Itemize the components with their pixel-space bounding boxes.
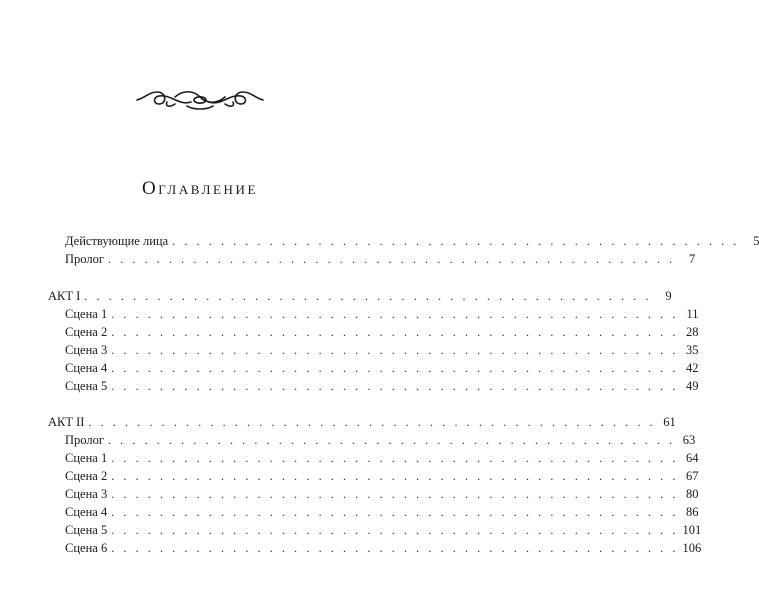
toc-entry-label: Сцена 4 [65,361,108,375]
toc-entry-prologue[interactable] [65,250,696,268]
toc-entry-label: Пролог [65,252,104,266]
toc-entry-label: АКТ II [48,415,85,429]
dot-leader: . . . . . . . . . . . . . . . . . . . . . . . . . . . . . . . . . . . . . . . . . . . . . . . [111,523,679,537]
toc-entry-label: Сцена 6 [65,541,108,555]
toc-entry-label: Сцена 5 [65,523,108,537]
toc-page-number: 67 [686,469,699,483]
toc-page-number: 49 [686,379,699,393]
dot-leader: . . . . . . . . . . . . . . . . . . . . . . . . . . . . . . . . . . . . . . . . . . . . . . . [172,234,740,248]
dot-leader: . . . . . . . . . . . . . . . . . . . . . . . . . . . . . . . . . . . . . . . . . . . . . . . [84,289,652,303]
dot-leader: . . . . . . . . . . . . . . . . . . . . . . . . . . . . . . . . . . . . . . . . . . . . . . . [111,469,679,483]
toc-page-number: 64 [686,451,699,465]
dot-leader: . . . . . . . . . . . . . . . . . . . . . . . . . . . . . . . . . . . . . . . . . . . . . . . [111,505,679,519]
dot-leader: . . . . . . . . . . . . . . . . . . . . . . . . . . . . . . . . . . . . . . . . . . . . . . . [111,361,679,375]
toc-entry-label: Сцена 3 [65,343,108,357]
toc-page-number: 80 [686,487,699,501]
toc-entry-act-2-scene-5[interactable] [65,521,702,539]
toc-page-number: 5 [753,234,759,248]
flourish-ornament-icon [135,78,265,118]
toc-entry-label: Сцена 1 [65,307,108,321]
toc-page-number: 86 [686,505,699,519]
toc-entry-label: Сцена 2 [65,325,108,339]
dot-leader: . . . . . . . . . . . . . . . . . . . . . . . . . . . . . . . . . . . . . . . . . . . . . . . [111,325,679,339]
toc-entry-label: АКТ I [48,289,81,303]
toc-page-number: 42 [686,361,699,375]
toc-entry-label: Пролог [65,433,104,447]
toc-entry-act-1-scene-2[interactable] [65,323,699,341]
toc-entry-act-2-scene-3[interactable] [65,485,699,503]
dot-leader: . . . . . . . . . . . . . . . . . . . . . . . . . . . . . . . . . . . . . . . . . . . . . . . [111,541,679,555]
toc-entry-label: Сцена 4 [65,505,108,519]
toc-page-number: 9 [665,289,672,303]
toc-page-number: 35 [686,343,699,357]
toc-entry-act-2-scene-4[interactable] [65,503,699,521]
dot-leader: . . . . . . . . . . . . . . . . . . . . . . . . . . . . . . . . . . . . . . . . . . . . . . . [111,487,679,501]
dot-leader: . . . . . . . . . . . . . . . . . . . . . . . . . . . . . . . . . . . . . . . . . . . . . . . [111,307,679,321]
toc-entry-label: Сцена 5 [65,379,108,393]
dot-leader: . . . . . . . . . . . . . . . . . . . . . . . . . . . . . . . . . . . . . . . . . . . . . . . [107,252,676,266]
toc-entry-label: Сцена 2 [65,469,108,483]
toc-page-number: 101 [682,523,702,537]
dot-leader: . . . . . . . . . . . . . . . . . . . . . . . . . . . . . . . . . . . . . . . . . . . . . . . [111,451,679,465]
toc-page-number: 11 [686,307,699,321]
toc-entry-act-2[interactable] [48,413,676,431]
dot-leader: . . . . . . . . . . . . . . . . . . . . . . . . . . . . . . . . . . . . . . . . . . . . . . . [111,379,679,393]
toc-entry-act-1[interactable] [48,287,672,305]
toc-page-number: 63 [682,433,696,447]
toc-page-number: 106 [682,541,702,555]
toc-entry-act-2-scene-1[interactable] [65,449,699,467]
toc-entry-act-1-scene-5[interactable] [65,377,699,395]
toc-entry-label: Сцена 1 [65,451,108,465]
toc-entry-act-1-scene-3[interactable] [65,341,699,359]
toc-entry-act-1-scene-4[interactable] [65,359,699,377]
toc-entry-act-2-scene-2[interactable] [65,467,699,485]
toc-entry-act-1-scene-1[interactable] [65,305,699,323]
toc-entry-label: Сцена 3 [65,487,108,501]
toc-entry-label: Действующие лица [65,234,169,248]
toc-page-number: 28 [686,325,699,339]
dot-leader: . . . . . . . . . . . . . . . . . . . . . . . . . . . . . . . . . . . . . . . . . . . . . . . [88,415,656,429]
toc-entry-act-2-scene-6[interactable] [65,539,702,557]
toc-page-number: 61 [663,415,676,429]
toc-page-number: 7 [689,252,696,266]
dot-leader: . . . . . . . . . . . . . . . . . . . . . . . . . . . . . . . . . . . . . . . . . . . . . . . [111,343,679,357]
toc-entry-characters[interactable] [65,232,759,250]
page-title: Оглавление [141,178,259,199]
dot-leader: . . . . . . . . . . . . . . . . . . . . . . . . . . . . . . . . . . . . . . . . . . . . . . . [107,433,676,447]
toc-entry-act-2-prologue[interactable] [65,431,696,449]
